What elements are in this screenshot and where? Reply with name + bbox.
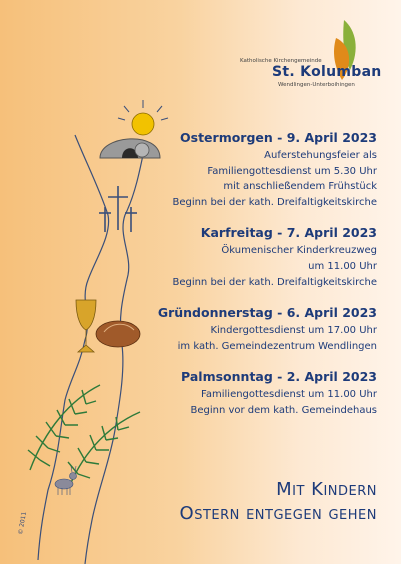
chalice-icon [76, 300, 96, 352]
event-item [127, 305, 377, 354]
event-line: Beginn vor dem kath. Gemeindehaus [190, 404, 377, 416]
logo-sub-text: Wendlingen-Unterboihingen [278, 82, 355, 88]
event-line: im kath. Gemeindezentrum Wendlingen [177, 340, 377, 352]
event-item [127, 130, 377, 210]
event-line: Auferstehungsfeier als [264, 150, 377, 161]
event-title: Karfreitag - 7. April 2023 [200, 225, 377, 241]
event-line: Familiengottesdienst um 11.00 Uhr [201, 389, 377, 401]
event-line: Kindergottesdienst um 17.00 Uhr [210, 325, 377, 337]
event-item [127, 225, 377, 290]
signature: © 2011 [17, 511, 28, 536]
event-line: Beginn bei der kath. Dreifaltigkeitskirche [172, 196, 377, 208]
event-item [127, 369, 377, 418]
logo-small-text: Katholische Kirchengemeinde [240, 58, 322, 64]
event-line: Beginn bei der kath. Dreifaltigkeitskirche [172, 276, 377, 288]
headline-line-1: Mit Kindern [276, 479, 377, 500]
logo-parish-name: St. Kolumban [272, 64, 382, 80]
event-title: Ostermorgen - 9. April 2023 [180, 130, 377, 145]
donkey-icon [55, 466, 77, 495]
event-title: Palmsonntag - 2. April 2023 [181, 369, 377, 385]
event-line: Ökumenischer Kinderkreuzweg [221, 245, 377, 257]
event-line: mit anschließendem Frühstück [223, 181, 377, 193]
event-title: Gründonnerstag - 6. April 2023 [157, 305, 377, 321]
palm-branches-icon [28, 385, 140, 485]
event-line: Familiengottesdienst um 5.30 Uhr [207, 165, 377, 177]
event-list [127, 130, 377, 434]
event-line: um 11.00 Uhr [308, 260, 377, 272]
poster-headline [180, 478, 377, 526]
headline-line-2: Ostern entgegen gehen [179, 503, 377, 524]
